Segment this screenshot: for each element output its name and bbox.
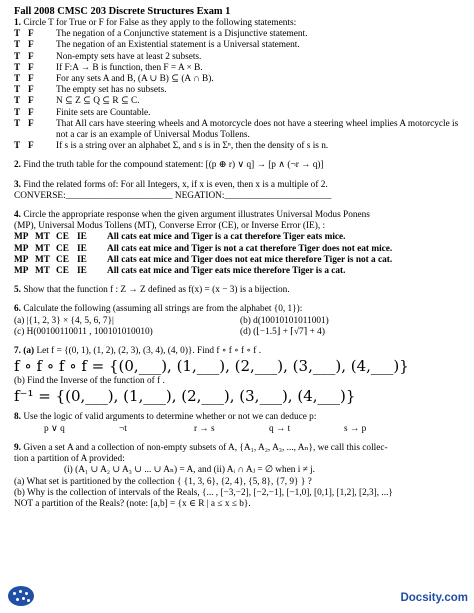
false-choice[interactable]: F xyxy=(28,62,34,73)
q6-a: (a) |{1, 2, 3} × {4, 5, 6, 7}| xyxy=(14,315,114,326)
docsity-logo-icon xyxy=(8,586,34,606)
q1-intro: 1. Circle T for True or F for False as they apply to the following statements: xyxy=(14,18,297,28)
q8-premises xyxy=(14,424,466,435)
tf-statement: Non-empty sets have at least 2 subsets. xyxy=(56,51,202,62)
tf-statement: The empty set has no subsets. xyxy=(56,85,167,96)
argument-text: All cats eat mice and Tiger is a cat therefore Tiger eats mice. xyxy=(107,232,346,243)
choice-ie[interactable]: IE xyxy=(77,266,87,277)
exam-header: Fall 2008 CMSC 203 Discrete Structures Exam 1 xyxy=(14,6,231,17)
q9-conditions: (i) (A₁ ∪ A₂ ∪ A₃ ∪ ... ∪ Aₙ) = A, and (ii) Aᵢ ∩ Aⱼ = ∅ when i ≠ j. xyxy=(64,465,316,476)
tf-row xyxy=(14,40,466,51)
q6-b: (b) d(10010101011001) xyxy=(240,315,329,326)
q7-inverse-answer[interactable]: f⁻¹ = {(0,___), (1,___), (2,___), (3,___), (4,___)} xyxy=(14,387,356,406)
false-choice[interactable]: F xyxy=(28,29,34,40)
true-choice[interactable]: T xyxy=(14,40,21,51)
q8-premise: r → s xyxy=(194,423,215,434)
tf-statement: If s is a string over an alphabet Σ, and s is in Σⁿ, then the density of s is n. xyxy=(56,141,329,152)
argument-text: All cats eat mice and Tiger eats mice therefore Tiger is a cat. xyxy=(107,266,346,277)
choice-mt[interactable]: MT xyxy=(35,232,50,243)
choice-ce[interactable]: CE xyxy=(56,254,69,265)
choice-ce[interactable]: CE xyxy=(56,266,69,277)
q9-a: (a) What set is partitioned by the collection { {1, 3, 6}, {2, 4}, {5, 8}, {7, 9} } ? xyxy=(14,476,312,487)
false-choice[interactable]: F xyxy=(28,40,34,51)
true-choice[interactable]: T xyxy=(14,74,21,85)
q3-text: 3. Find the related forms of: For all Integers, x, if x is even, then x is a multiple of 2. xyxy=(14,179,328,190)
argument-row xyxy=(14,266,466,277)
q2-text: 2. Find the truth table for the compound statement: [(p ⊕ r) ∨ q] → [p ∧ (¬r → q)] xyxy=(14,160,324,171)
q7-text: 7. (a) Let f = {(0, 1), (1, 2), (2, 3), (3, 4), (4, 0)}. Find f ∘ f ∘ f ∘ f . xyxy=(14,346,262,357)
q4-arguments xyxy=(14,232,466,277)
false-choice[interactable]: F xyxy=(28,74,34,85)
choice-mp[interactable]: MP xyxy=(14,243,29,254)
true-choice[interactable]: T xyxy=(14,62,21,73)
true-choice[interactable]: T xyxy=(14,107,21,118)
tf-row xyxy=(14,119,466,141)
q6-row-1 xyxy=(14,316,466,327)
false-choice[interactable]: F xyxy=(28,51,34,62)
choice-ce[interactable]: CE xyxy=(56,232,69,243)
docsity-brand[interactable]: Docsity.com xyxy=(400,592,468,604)
q9-b: (b) Why is the collection of intervals of the Reals, {... , [−3,−2], [−2,−1], [−1,0], [0,1], [1,2], [2,3], ...} xyxy=(14,487,393,498)
tf-row xyxy=(14,29,466,40)
q6-text: 6. Calculate the following (assuming all strings are from the alphabet {0, 1}): xyxy=(14,304,303,315)
choice-mp[interactable]: MP xyxy=(14,254,29,265)
q6-d: (d) (⌊−1.5⌋ + ⌈√7⌉ + 4) xyxy=(240,326,325,337)
tf-row xyxy=(14,52,466,63)
q8-premise: ¬t xyxy=(119,423,127,434)
false-choice[interactable]: F xyxy=(28,107,34,118)
false-choice[interactable]: F xyxy=(28,141,34,152)
tf-statement: N ⊆ Z ⊆ Q ⊆ R ⊆ C. xyxy=(56,96,140,107)
choice-ie[interactable]: IE xyxy=(77,243,87,254)
tf-statement: That All cars have steering wheels and A motorcycle does not have a steering wheel implies A motorcycle is not a car is an example of Universal Modus Tollens. xyxy=(56,118,459,141)
false-choice[interactable]: F xyxy=(28,118,34,129)
true-choice[interactable]: T xyxy=(14,118,21,129)
argument-row xyxy=(14,232,466,243)
q7-inverse-text: (b) Find the Inverse of the function of f . xyxy=(14,376,165,387)
choice-mt[interactable]: MT xyxy=(35,266,50,277)
q5-text: 5. Show that the function f : Z → Z defined as f(x) = (x − 3) is a bijection. xyxy=(14,285,290,296)
tf-statement: Finite sets are Countable. xyxy=(56,107,151,118)
false-choice[interactable]: F xyxy=(28,96,34,107)
choice-ie[interactable]: IE xyxy=(77,232,87,243)
true-choice[interactable]: T xyxy=(14,51,21,62)
exam-page xyxy=(14,6,466,510)
argument-text: All cats eat mice and Tiger is not a cat therefore Tiger does not eat mice. xyxy=(107,243,393,254)
false-choice[interactable]: F xyxy=(28,85,34,96)
q8-premise: p ∨ q xyxy=(44,423,65,434)
tf-row xyxy=(14,141,466,152)
choice-mt[interactable]: MT xyxy=(35,243,50,254)
q8-text: 8. Use the logic of valid arguments to determine whether or not we can deduce p: xyxy=(14,412,317,423)
q9-text-2: tion a partition of A provided: xyxy=(14,454,125,465)
q4-text-2: (MP), Universal Modus Tollens (MT), Converse Error (CE), or Inverse Error (IE), : xyxy=(14,221,326,232)
argument-row xyxy=(14,244,466,255)
argument-row xyxy=(14,255,466,266)
tf-row xyxy=(14,108,466,119)
q9-c: NOT a partition of the Reals? (note: [a,b] = {x ∈ R | a ≤ x ≤ b}. xyxy=(14,498,251,509)
q1-statements xyxy=(14,29,466,152)
tf-row xyxy=(14,96,466,107)
tf-row xyxy=(14,85,466,96)
q8-premise: s → p xyxy=(344,423,367,434)
true-choice[interactable]: T xyxy=(14,85,21,96)
q3-blanks[interactable]: CONVERSE:_______________________ NEGATION:_______________________ xyxy=(14,190,332,201)
choice-ie[interactable]: IE xyxy=(77,254,87,265)
true-choice[interactable]: T xyxy=(14,141,21,152)
q7-compose-answer[interactable]: f ∘ f ∘ f ∘ f = {(0,___), (1,___), (2,___), (3,___), (4,___)} xyxy=(14,357,409,376)
q9-text: 9. Given a set A and a collection of non-empty subsets of A, {A₁, A₂, A₃, ..., Aₙ}, we call this collec- xyxy=(14,442,388,453)
q6-c: (c) H(00100110011 , 100101010010) xyxy=(14,326,153,337)
tf-statement: If F:A → B is function, then F = A × B. xyxy=(56,62,203,73)
true-choice[interactable]: T xyxy=(14,96,21,107)
tf-row xyxy=(14,74,466,85)
tf-statement: For any sets A and B, (A ∪ B) ⊆ (A ∩ B). xyxy=(56,74,214,85)
q6-row-2 xyxy=(14,327,466,338)
choice-mp[interactable]: MP xyxy=(14,266,29,277)
choice-mp[interactable]: MP xyxy=(14,232,29,243)
tf-statement: The negation of an Existential statement is a Universal statement. xyxy=(56,40,300,51)
tf-row xyxy=(14,63,466,74)
argument-text: All cats eat mice and Tiger does not eat mice therefore Tiger is not a cat. xyxy=(107,254,393,265)
choice-mt[interactable]: MT xyxy=(35,254,50,265)
q8-premise: q → t xyxy=(269,423,291,434)
true-choice[interactable]: T xyxy=(14,29,21,40)
choice-ce[interactable]: CE xyxy=(56,243,69,254)
tf-statement: The negation of a Conjunctive statement is a Disjunctive statement. xyxy=(56,29,308,40)
q4-text: 4. Circle the appropriate response when the given argument illustrates Universal Modus Ponens xyxy=(14,210,370,221)
